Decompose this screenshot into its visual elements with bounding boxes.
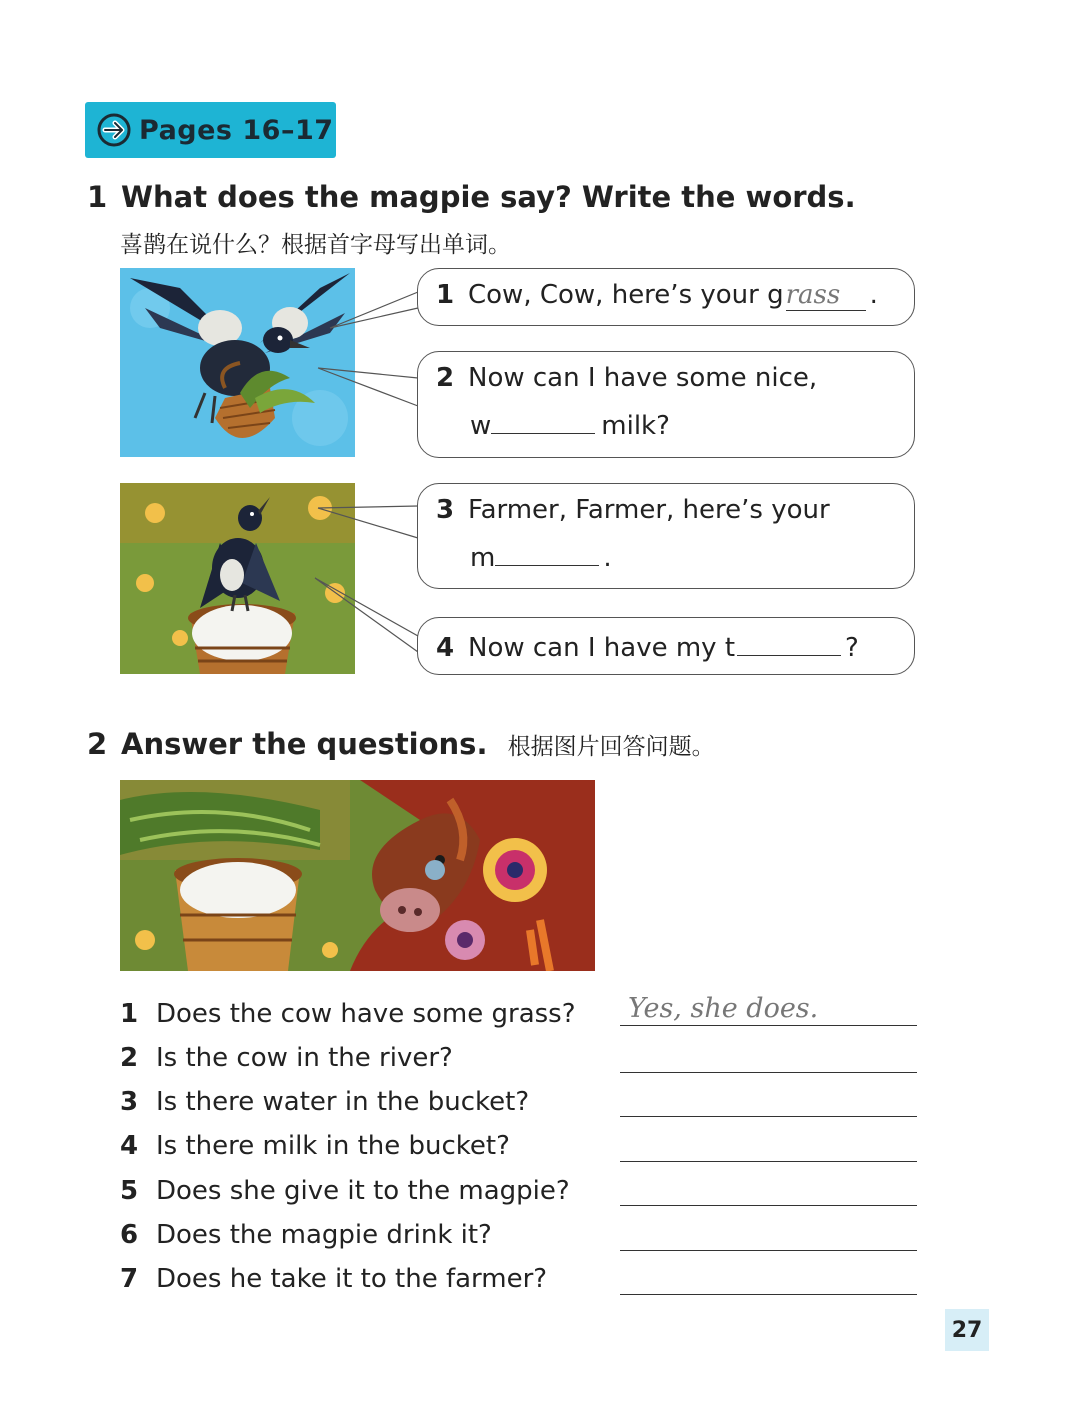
section-1-subtitle: 喜鹊在说什么？根据首字母写出单词。	[120, 232, 511, 258]
question-3	[120, 1087, 529, 1117]
question-6-text: Does the magpie drink it?	[156, 1220, 492, 1250]
question-6	[120, 1220, 492, 1250]
section-2-number: 2	[87, 727, 108, 761]
page-tag	[85, 102, 336, 158]
question-1	[120, 999, 576, 1029]
question-2-text: Is the cow in the river?	[156, 1043, 453, 1073]
question-7-text: Does he take it to the farmer?	[156, 1264, 548, 1294]
bubble-3-blank[interactable]	[495, 539, 599, 566]
bubble-3-text: Farmer, Farmer, here’s your	[468, 495, 830, 525]
bubble-4-number: 4	[436, 633, 455, 663]
answer-1-text: Yes, she does.	[628, 993, 819, 1024]
speech-pointers	[300, 268, 440, 668]
question-2-number: 2	[120, 1043, 139, 1073]
question-5	[120, 1176, 570, 1206]
bubble-2-number: 2	[436, 363, 455, 393]
question-4-text: Is there milk in the bucket?	[156, 1131, 510, 1161]
bubble-4-end: ?	[845, 633, 859, 663]
bubble-4-blank[interactable]	[737, 629, 841, 656]
section-2-title: Answer the questions.	[121, 727, 488, 761]
bubble-3-prefix: m	[470, 543, 496, 573]
question-6-number: 6	[120, 1220, 139, 1250]
bubble-3-number: 3	[436, 495, 455, 525]
question-7	[120, 1264, 547, 1294]
page-tag-label: Pages 16–17	[139, 114, 334, 146]
question-2	[120, 1043, 453, 1073]
question-1-number: 1	[120, 999, 139, 1029]
bubble-1-end: .	[869, 280, 878, 310]
speech-bubble-1	[417, 268, 915, 326]
question-5-number: 5	[120, 1176, 139, 1206]
answer-line-6[interactable]	[620, 1220, 917, 1251]
question-4	[120, 1131, 510, 1161]
question-5-text: Does she give it to the magpie?	[156, 1176, 570, 1206]
bubble-2-suffix: milk?	[601, 411, 670, 441]
answer-line-5[interactable]	[620, 1175, 917, 1206]
answer-line-1[interactable]	[620, 995, 917, 1026]
question-3-text: Is there water in the bucket?	[156, 1087, 530, 1117]
speech-bubble-2	[417, 351, 915, 458]
question-3-number: 3	[120, 1087, 139, 1117]
bubble-2-prefix: w	[470, 411, 492, 441]
section-1-title: What does the magpie say? Write the words.	[121, 180, 856, 214]
answer-line-2[interactable]	[620, 1042, 917, 1073]
bubble-2-blank[interactable]	[491, 407, 595, 434]
speech-bubble-3	[417, 483, 915, 589]
speech-bubble-4	[417, 617, 915, 675]
question-4-number: 4	[120, 1131, 139, 1161]
bubble-1-number: 1	[436, 280, 455, 310]
bubble-3-suffix: .	[603, 543, 612, 573]
section-1-heading	[87, 180, 856, 214]
cow-bucket-picture	[120, 780, 595, 971]
section-1-number: 1	[87, 180, 108, 214]
question-1-text: Does the cow have some grass?	[156, 999, 576, 1029]
answer-line-4[interactable]	[620, 1131, 917, 1162]
arrow-right-icon	[97, 113, 131, 147]
page-number: 27	[945, 1309, 989, 1351]
answer-line-7[interactable]	[620, 1264, 917, 1295]
section-2-heading	[87, 727, 715, 761]
bubble-4-text: Now can I have my t	[468, 633, 736, 663]
bubble-1-answer[interactable]: rass	[786, 280, 866, 311]
bubble-2-text: Now can I have some nice,	[468, 363, 818, 393]
answer-line-3[interactable]	[620, 1086, 917, 1117]
section-2-subtitle: 根据图片回答问题。	[507, 734, 715, 760]
question-7-number: 7	[120, 1264, 139, 1294]
bubble-1-text: Cow, Cow, here’s your g	[468, 280, 784, 310]
